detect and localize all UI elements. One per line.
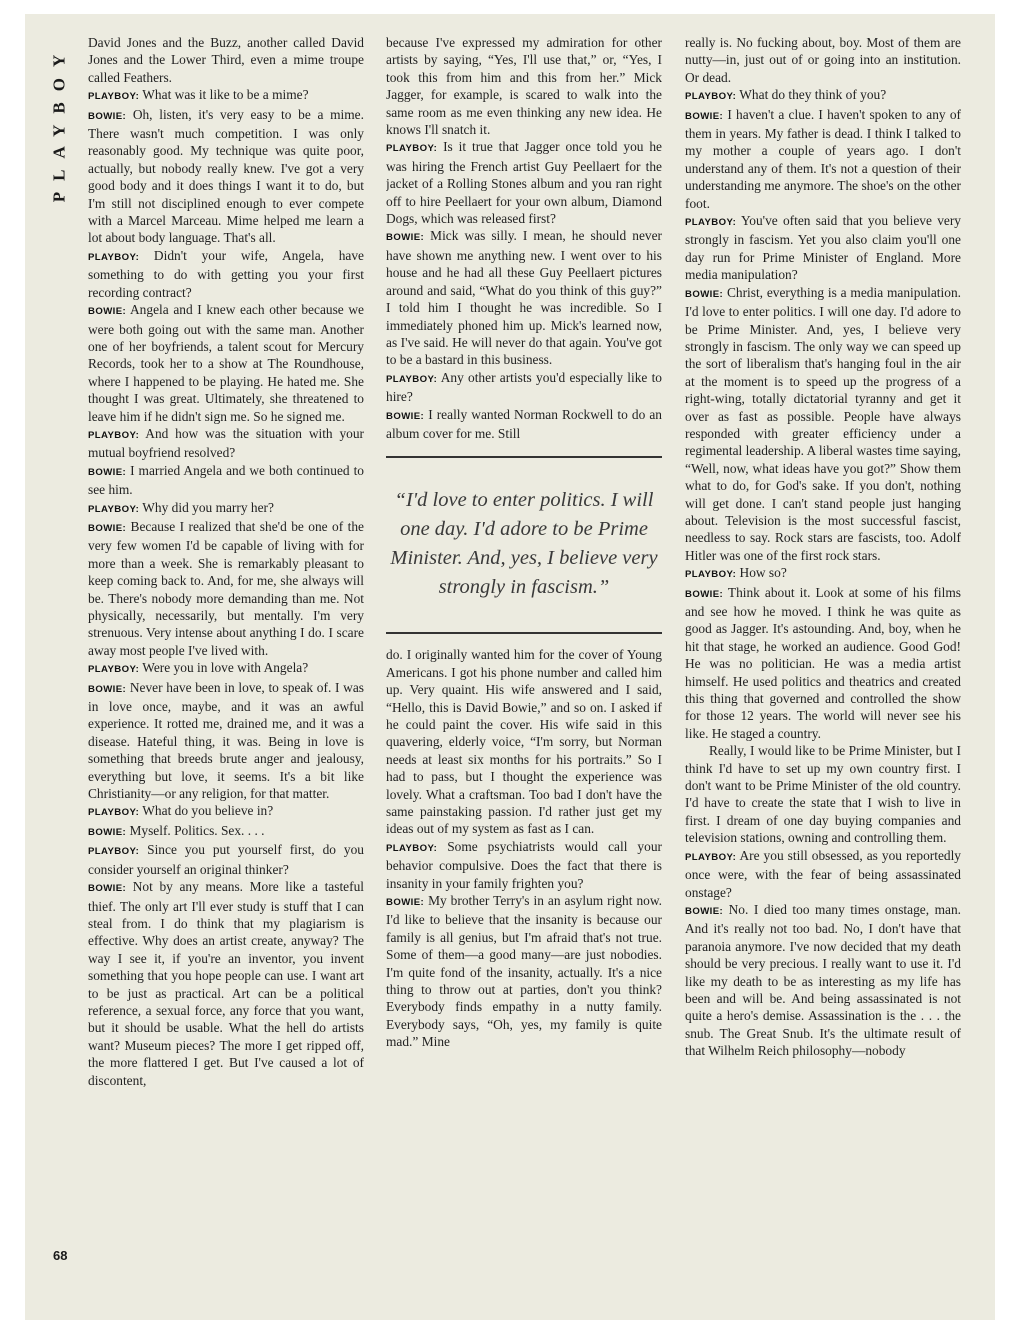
speaker-label: BOWIE: bbox=[685, 288, 724, 300]
speaker-label: PLAYBOY: bbox=[685, 569, 737, 581]
paragraph-text: Are you still obsessed, as you reportedly once were, with the fear of being assassinated onstage? bbox=[685, 847, 961, 900]
speaker-label: PLAYBOY: bbox=[88, 251, 140, 263]
paragraph-text: You've often said that you believe very strongly in fascism. Yet you also claim you'll one day run for Prime Minister of England. More media manipulation? bbox=[685, 213, 961, 283]
interview-paragraph bbox=[88, 659, 364, 678]
speaker-label: BOWIE: bbox=[88, 110, 127, 122]
text-column-3 bbox=[685, 34, 961, 1262]
speaker-label: BOWIE: bbox=[88, 466, 127, 478]
speaker-label: PLAYBOY: bbox=[685, 217, 737, 229]
paragraph-text: No. I died too many times onstage, man. And it's really not too bad. No, I don't have that paranoia anymore. I've now decided that my death should be very precious. I really want to use it. I'd like my death to be as interesting as my life has been and will be. And being assassinated is not quite a hero's demise. Assassination is the . . . the snub. The Great Snub. It's the ultimate result of that Wilhelm Reich philosophy—nobody bbox=[685, 901, 961, 1059]
paragraph-text: Think about it. Look at some of his films and see how he moved. I think he was quite as good as Jagger. It's astounding. And, boy, when he hit that stage, he worked an audience. Good God! He was no politician. He was a media artist himself. He used politics and theatrics and created this thing that governed and controlled the show for those 12 years. The world will never see his like. He staged a country. bbox=[685, 584, 961, 741]
paragraph-text: Because I realized that she'd be one of the very few women I'd be capable of living with for more than a week. She is remarkably pleasant to keep coming back to. And, for me, she always will be. There's nobody more demanding than me. Not physically, necessarily, but mentally. I'm very strenuous. Very intense about anything I do. I scare away most people I've lived with. bbox=[88, 518, 364, 658]
interview-paragraph bbox=[685, 212, 961, 284]
paragraph-text: I really wanted Norman Rockwell to do an album cover for me. Still bbox=[386, 406, 662, 441]
interview-paragraph bbox=[88, 499, 364, 518]
paragraph-text: Mick was silly. I mean, he should never have shown me anything new. I went over to his house and he had all these Guy Peellaert pictures around and said, “What do you think of this guy?” I told him I thought he was incredible. So I immediately phoned him up. Mick's learned now, as I've said. He will never do that again. You've got to be a bastard in this business. bbox=[386, 228, 662, 368]
interview-paragraph bbox=[88, 462, 364, 499]
column-2-top bbox=[386, 34, 662, 442]
paragraph-text: Since you put yourself first, do you consider yourself an original thinker? bbox=[88, 842, 364, 877]
paragraph-text: Didn't your wife, Angela, have something to do with getting you your first recording contract? bbox=[88, 247, 364, 300]
interview-paragraph bbox=[88, 301, 364, 425]
paragraph-text: I haven't a clue. I haven't spoken to any of them in years. My father is dead. I think I talked to my mother a couple of years ago. I don't understand any of them. It's not a question of their understanding me anymore. The shoe's on the other foot. bbox=[685, 106, 961, 211]
interview-paragraph bbox=[685, 584, 961, 743]
interview-paragraph bbox=[88, 822, 364, 841]
interview-paragraph bbox=[685, 284, 961, 565]
interview-paragraph bbox=[88, 425, 364, 462]
paragraph-text: really is. No fucking about, boy. Most of them are nutty—in, just out of or going into an institution. Or dead. bbox=[685, 35, 961, 85]
speaker-label: PLAYBOY: bbox=[386, 143, 438, 155]
interview-paragraph bbox=[88, 34, 364, 86]
paragraph-text: David Jones and the Buzz, another called David Jones and the Lower Third, even a mime troupe called Feathers. bbox=[88, 35, 364, 85]
column-2-bottom bbox=[386, 646, 662, 1050]
interview-paragraph bbox=[685, 742, 961, 846]
speaker-label: PLAYBOY: bbox=[88, 846, 140, 858]
interview-paragraph bbox=[88, 841, 364, 878]
magazine-page bbox=[25, 14, 995, 1320]
interview-paragraph bbox=[88, 247, 364, 301]
paragraph-text: Never have been in love, to speak of. I was in love once, maybe, and it was an awful experience. It rotted me, drained me, and it was a disease. Hateful thing, it was. Being in love is something that breeds brute anger and jealousy, everything but love, it seems. It's a bit like Christianity—or any religion, for that matter. bbox=[88, 679, 364, 802]
interview-paragraph bbox=[88, 878, 364, 1089]
interview-paragraph bbox=[88, 679, 364, 803]
magazine-running-head bbox=[47, 38, 71, 208]
paragraph-text: Oh, listen, it's very easy to be a mime. There wasn't much competition. I was only reasonably good. My technique was quite poor, actually, but nobody really knew. I've got a very good body and it does things I want it to do, but I'm still not disciplined enough to ever compete with a Marcel Marceau. Mime helped me learn a lot about body language. That's all. bbox=[88, 106, 364, 246]
paragraph-text: Christ, everything is a media manipulation. I'd love to enter politics. I will one day. I'd adore to be Prime Minister. And, yes, I believe very strongly in fascism. The only way we can speed up the sort of liberalism that's hanging foul in the air at the moment is to speed up the progress of a right-wing, totally dictatorial tyranny and get it over as fast as possible. People have always responded with greater efficiency under a regimental leadership. A liberal wastes time saying, “Well, now, what ideas have you got?” Show them what to do, for God's sake. If you don't, nothing will get done. I can't stand people just hanging about. Television is the most successful fascist, needless to say. Rock stars are fascists, too. Adolf Hitler was one of the first rock stars. bbox=[685, 284, 961, 563]
speaker-label: PLAYBOY: bbox=[386, 842, 438, 854]
interview-paragraph bbox=[386, 646, 662, 837]
speaker-label: PLAYBOY: bbox=[88, 664, 140, 676]
speaker-label: PLAYBOY: bbox=[88, 91, 140, 103]
interview-paragraph bbox=[88, 86, 364, 105]
text-column-1 bbox=[88, 34, 364, 1262]
paragraph-text: Myself. Politics. Sex. . . . bbox=[129, 822, 265, 838]
paragraph-text: How so? bbox=[739, 565, 787, 581]
interview-paragraph bbox=[386, 838, 662, 892]
text-column-2 bbox=[386, 34, 662, 1262]
interview-paragraph bbox=[386, 892, 662, 1051]
paragraph-text: Why did you marry her? bbox=[142, 499, 274, 515]
paragraph-text: I married Angela and we both continued to see him. bbox=[88, 462, 364, 498]
interview-paragraph bbox=[685, 847, 961, 901]
interview-paragraph bbox=[88, 802, 364, 821]
speaker-label: PLAYBOY: bbox=[685, 851, 737, 863]
paragraph-text: Really, I would like to be Prime Minister, but I think I'd have to set up my own country first. I don't want to be Prime Minister of the old country. I'd have to create the state that I wish to live in first. I dream of one day buying companies and television stations, owning and controlling them. bbox=[685, 743, 961, 846]
paragraph-text: What do they think of you? bbox=[739, 87, 887, 103]
speaker-label: PLAYBOY: bbox=[88, 429, 140, 441]
interview-paragraph bbox=[88, 106, 364, 247]
speaker-label: BOWIE: bbox=[88, 883, 127, 895]
pull-quote-text: “I'd love to enter politics. I will one day. I'd adore to be Prime Minister. And, yes, I believe very strongly in fascism.” bbox=[390, 489, 658, 599]
speaker-label: PLAYBOY: bbox=[88, 807, 140, 819]
speaker-label: BOWIE: bbox=[685, 905, 724, 917]
paragraph-text: do. I originally wanted him for the cover of Young Americans. I got his phone number and called him up. Very quaint. His wife answered and I said, “Hello, this is David Bowie,” and so on. I asked if he could paint the cover. His wife said in this quavering, elderly voice, “I'm sorry, but Norman needs at least six months for his portraits.” So I had to pass, but I thought the experience was lovely. What a craftsman. Too bad I don't have the same painstaking passion. I'd rather just get my ideas out of my system as fast as I can. bbox=[386, 647, 662, 837]
speaker-label: BOWIE: bbox=[386, 897, 425, 909]
magazine-name: PLAYBOY bbox=[49, 43, 68, 203]
speaker-label: BOWIE: bbox=[386, 232, 425, 244]
paragraph-text: And how was the situation with your mutual boyfriend resolved? bbox=[88, 425, 364, 461]
page-number: 68 bbox=[53, 1248, 68, 1263]
paragraph-text: What was it like to be a mime? bbox=[142, 87, 309, 103]
paragraph-text: Angela and I knew each other because we were both going out with the same man. Another one of her boyfriends, a talent scout for Mercury Records, took her to a show at The Roundhouse, where I happened to be playing. He hated me. She thought I was great. Ultimately, she threatened to leave him if he didn't sign me. So he signed me. bbox=[88, 302, 364, 424]
interview-paragraph bbox=[685, 34, 961, 86]
speaker-label: BOWIE: bbox=[685, 110, 724, 122]
speaker-label: PLAYBOY: bbox=[685, 91, 737, 103]
interview-paragraph bbox=[88, 518, 364, 659]
paragraph-text: Any other artists you'd especially like to hire? bbox=[386, 369, 662, 405]
interview-paragraph bbox=[685, 86, 961, 105]
paragraph-text: Were you in love with Angela? bbox=[142, 660, 309, 676]
interview-paragraph bbox=[386, 406, 662, 443]
speaker-label: BOWIE: bbox=[88, 522, 127, 534]
speaker-label: BOWIE: bbox=[386, 410, 425, 422]
interview-paragraph bbox=[685, 901, 961, 1060]
paragraph-text: because I've expressed my admiration for other artists by saying, “Yes, I'll use that,” or, “Yes, I took this from him and this from her.” Mick Jagger, for example, is scared to walk into the same room as me even thinking any new idea. He knows I'll snatch it. bbox=[386, 35, 662, 138]
pull-quote bbox=[386, 456, 662, 634]
paragraph-text: My brother Terry's in an asylum right now. I'd like to believe that the insanity is because our family is all genius, but I'm afraid that's not true. Some of them—a good many—are just nobodies. I'm quite fond of the insanity, actually. It's a nice thing to throw out at parties, don't you think? Everybody finds empathy in a nutty family. Everybody says, “Oh, yes, my family is quite mad.” Mine bbox=[386, 893, 662, 1050]
interview-paragraph bbox=[386, 34, 662, 138]
speaker-label: PLAYBOY: bbox=[88, 503, 140, 515]
speaker-label: PLAYBOY: bbox=[386, 373, 438, 385]
speaker-label: BOWIE: bbox=[88, 306, 127, 318]
paragraph-text: What do you believe in? bbox=[142, 803, 274, 819]
paragraph-text: Not by any means. More like a tasteful thief. The only art I'll ever study is stuff that I can steal from. I do think that my plagiarism is effective. Why does an artist create, anyway? The way I see it, if you're an inventor, you invent something that you hope people can use. I want art to be just as practical. Art can be a political reference, a sexual force, any force that you want, but it should be usable. What the hell do artists want? Museum pieces? The more I get ripped off, the more flattered I get. But I've caused a lot of discontent, bbox=[88, 879, 364, 1088]
speaker-label: BOWIE: bbox=[88, 826, 127, 838]
speaker-label: BOWIE: bbox=[88, 683, 127, 695]
interview-paragraph bbox=[386, 227, 662, 368]
interview-paragraph bbox=[386, 369, 662, 406]
speaker-label: BOWIE: bbox=[685, 588, 724, 600]
interview-paragraph bbox=[685, 564, 961, 583]
paragraph-text: Some psychiatrists would call your behavior compulsive. Does the fact that there is insanity in your family frighten you? bbox=[386, 838, 662, 891]
interview-paragraph bbox=[685, 106, 961, 212]
interview-paragraph bbox=[386, 138, 662, 227]
paragraph-text: Is it true that Jagger once told you he was hiring the French artist Guy Peellaert for the jacket of a Rolling Stones album and you ran right off to hire Peellaert for your own album, Diamond Dogs, which was released first? bbox=[386, 139, 662, 227]
